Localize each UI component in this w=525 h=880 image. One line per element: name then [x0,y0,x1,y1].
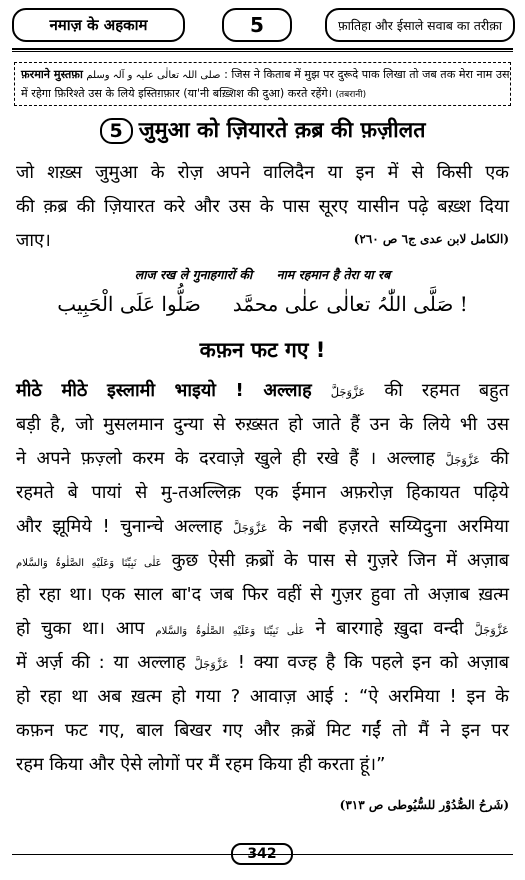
farmaan-line-1 [21,66,510,85]
farmaan-box [14,62,511,106]
header-divider [12,48,513,50]
book-title: नमाज़ के अहकाम [49,16,148,34]
body-line-9a: में अर्ज़ की : या अल्लाह [16,652,186,673]
couplet-part-1: लाज रख ले गुनाहगारों की [134,267,253,282]
body-line-11: कफ़न फट गए, बाल बिखर गए और क़ब्रें मिट गईं तो मैं ने इन पर [16,720,509,741]
body-line-9b: ! क्या वज्ह है कि पहले इन को अज़ाब [237,652,509,673]
body-line-5a: और झूमिये ! चुनान्चे अल्लाह [16,516,223,537]
story-heading: कफ़न फट गए ! [199,338,326,362]
farmaan-text-2: में रहेगा फ़िरिश्ते उस के लिये इस्तिग़फ़ार (या'नी बख़्शिश की दुआ) करते रहेंगे। [21,87,332,100]
heading-number: 5 [100,118,133,144]
couplet-part-2: नाम रहमान है तेरा या रब [276,267,391,282]
durood-left: صَلَّی اللّٰہُ تعالٰی علٰی محمَّد [232,292,454,316]
body-line-9 [16,650,509,674]
body-line-5 [16,514,509,538]
para1-line-3: जाए। [16,230,51,251]
heading-text: जुमुआ को ज़ियारते क़ब्र की फ़ज़ीलत [138,118,426,143]
body-line-3a: ने अपने फ़ज़्लो करम के दरवाज़े खुले ही रखे हैं । अल्लाह [16,448,435,469]
jj-5: عَزَّوَجَلَّ [194,657,229,671]
para1-line-2: की क़ब्र की ज़ियारत करे और उस के पास सूरए यासीन पढ़े बख़्श दिया [16,196,509,217]
body-line-8 [16,616,509,640]
section-heading [0,115,525,144]
jj-3: عَزَّوَجَلَّ [233,521,268,535]
body-line-6-text: कुछ ऐसी क़ब्रों के पास से गुज़रे जिन में अज़ाब [171,550,510,571]
book-title-box [12,8,185,42]
body-line-1b: की रहमत बहुत [384,380,509,401]
body-line-3 [16,446,509,470]
farmaan-text-1: : जिस ने किताब में मुझ पर दुरूदे पाक लिखा तो जब तक मेरा नाम उस [224,68,510,81]
chapter-number-box [222,8,292,42]
body-line-10: हो रहा था अब ख़त्म हो गया ? आवाज़ आई : “ऐ अरमिया ! इन के [16,686,509,707]
durood [0,292,525,316]
para1-line-1: जो शख़्स जुमुआ के रोज़ अपने वालिदैन या इन में से किसी एक [16,162,509,183]
jj-4: عَزَّوَجَلَّ [474,623,509,637]
body-line-2: बड़ी है, जो मुसलमान दुन्या से रुख़्सत हो जाते हैं उन के लिये भी उस [16,414,509,435]
body-line-6 [16,548,509,572]
body-line-4: रहमते बे पायां से मु-तअल्लिक़ एक ईमान अफ़रोज़ हिकायत पढ़िये [16,482,509,503]
durood-right: صَلُّوا عَلَی الْحَبِیب ! [57,292,468,316]
header-divider-thin [12,51,513,52]
as-1: عَلٰی نَبِیِّنَا وَعَلَیْهِ الصَّلٰوۃُ وَالسَّلام [16,558,162,569]
farmaan-line-2 [21,85,504,104]
body-line-12: रहम किया और ऐसे लोगों पर मैं रहम किया ही करता हूं।” [16,754,386,775]
section-title: फ़ातिहा और ईसाले सवाब का तरीक़ा [337,17,503,33]
body-line-7: हो रहा था। एक साल बा'द जब फिर वहीं से गुज़र हुवा तो अज़ाब ख़त्म [16,584,509,605]
jj-2: عَزَّوَجَلَّ [445,453,480,467]
section-title-box [325,8,515,42]
para1-source: (الکامل لابن عدی ج٦ ص ٢٦٠) [353,232,509,246]
body-line-3b: की [490,448,509,469]
farmaan-label: फ़रमाने मुस्तफ़ा [21,68,83,81]
as-2: عَلٰی نَبِیِّنَا وَعَلَیْهِ الصَّلٰوۃُ وَالسَّلام [155,626,305,637]
body-line-8b: ने बारगाहे ख़ुदा वन्दी [315,618,464,639]
body-line-1 [16,378,509,402]
body-line-1a: मीठे मीठे इस्लामी भाइयो ! अल्लाह [16,380,312,401]
page-number-box [231,843,293,865]
couplet [0,266,525,283]
body-source: (شَرحُ الصُّدُوْر للسُّیُوطی ص ٣١٣) [339,798,509,812]
farmaan-source: (तबरानी) [335,90,367,100]
chapter-number: 5 [250,13,264,37]
page-number: 342 [247,846,277,862]
farmaan-salutation: صلی اللہ تعالٰی علیہ و آلہ وسلم [86,70,221,81]
body-line-8a: हो चुका था। आप [16,618,145,639]
body-line-5b: के नबी हज़रते सय्यिदुना अरमिया [278,516,509,537]
jj-1: عَزَّوَجَلَّ [330,385,366,399]
